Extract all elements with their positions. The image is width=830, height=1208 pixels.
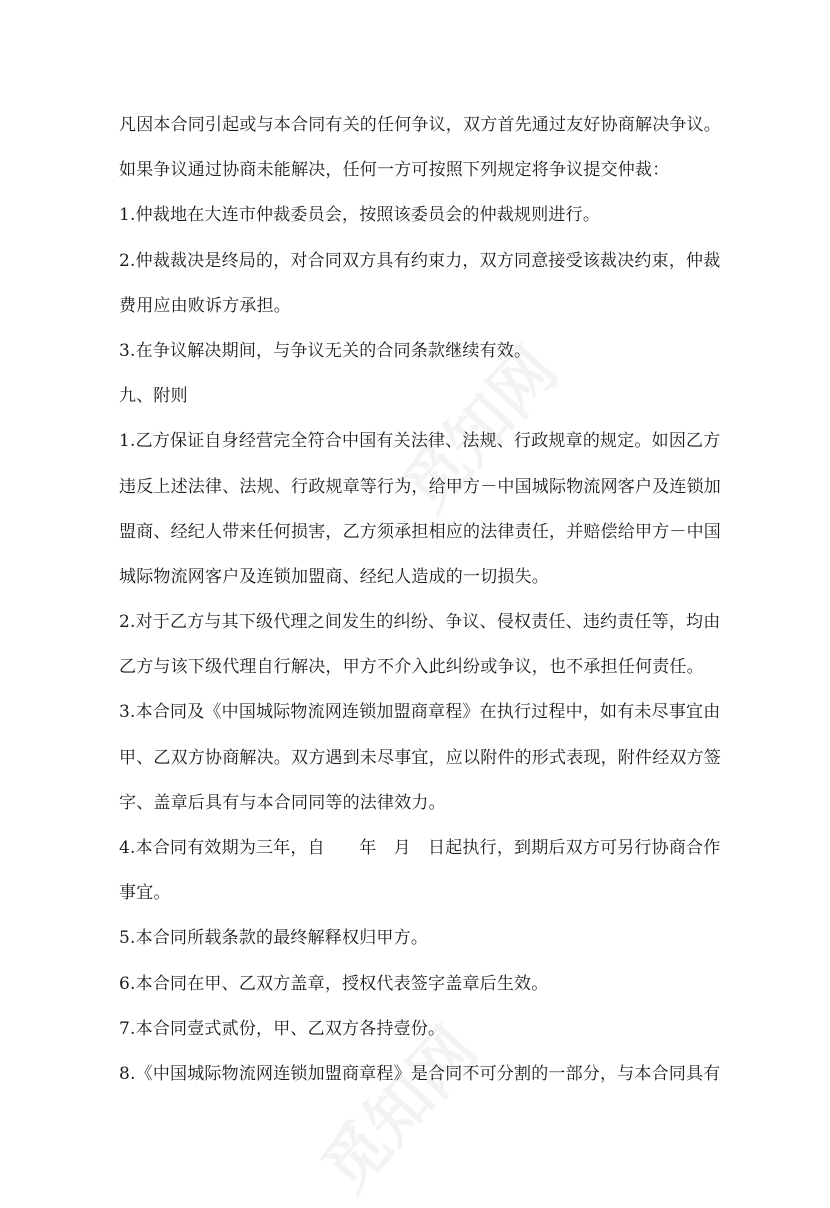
paragraph-line: 8.《中国城际物流网连锁加盟商章程》是合同不可分割的一部分，与本合同具有 <box>119 1063 721 1084</box>
paragraph-line: 字、盖章后具有与本合同同等的法律效力。 <box>119 792 446 813</box>
paragraph-line: 5.本合同所载条款的最终解释权归甲方。 <box>119 928 429 949</box>
paragraph-line: 事宜。 <box>119 883 171 904</box>
paragraph-line: 2.仲裁裁决是终局的，对合同双方具有约束力，双方同意接受该裁决约束，仲裁 <box>119 250 721 271</box>
paragraph-line: 费用应由败诉方承担。 <box>119 295 291 316</box>
paragraph-line: 盟商、经纪人带来任何损害，乙方须承担相应的法律责任，并赔偿给甲方－中国 <box>119 521 721 542</box>
paragraph-line: 2.对于乙方与其下级代理之间发生的纠纷、争议、侵权责任、违约责任等，均由 <box>119 612 721 633</box>
paragraph-line: 3.在争议解决期间，与争议无关的合同条款继续有效。 <box>119 340 532 361</box>
document-body <box>119 103 719 1097</box>
paragraph-line: 违反上述法律、法规、行政规章等行为，给甲方－中国城际物流网客户及连锁加 <box>119 476 721 497</box>
paragraph-line: 城际物流网客户及连锁加盟商、经纪人造成的一切损失。 <box>119 566 549 587</box>
paragraph-line: 甲、乙双方协商解决。双方遇到未尽事宜，应以附件的形式表现，附件经双方签 <box>119 747 721 768</box>
paragraph-line: 4.本合同有效期为三年，自 年 月 日起执行，到期后双方可另行协商合作 <box>119 838 721 858</box>
paragraph-line: 如果争议通过协商未能解决，任何一方可按照下列规定将争议提交仲裁： <box>119 160 670 181</box>
section-heading: 九、附则 <box>119 386 188 407</box>
paragraph-line: 7.本合同壹式贰份，甲、乙双方各持壹份。 <box>119 1018 446 1039</box>
paragraph-line: 6.本合同在甲、乙双方盖章，授权代表签字盖章后生效。 <box>119 973 549 994</box>
paragraph-line: 乙方与该下级代理自行解决，甲方不介入此纠纷或争议，也不承担任何责任。 <box>119 657 704 678</box>
paragraph-line: 凡因本合同引起或与本合同有关的任何争议，双方首先通过友好协商解决争议。 <box>119 115 721 135</box>
paragraph-line: 1.乙方保证自身经营完全符合中国有关法律、法规、行政规章的规定。如因乙方 <box>119 431 721 452</box>
paragraph-line: 1.仲裁地在大连市仲裁委员会，按照该委员会的仲裁规则进行。 <box>119 205 601 226</box>
paragraph-line: 3.本合同及《中国城际物流网连锁加盟商章程》在执行过程中，如有未尽事宜由 <box>119 702 721 723</box>
